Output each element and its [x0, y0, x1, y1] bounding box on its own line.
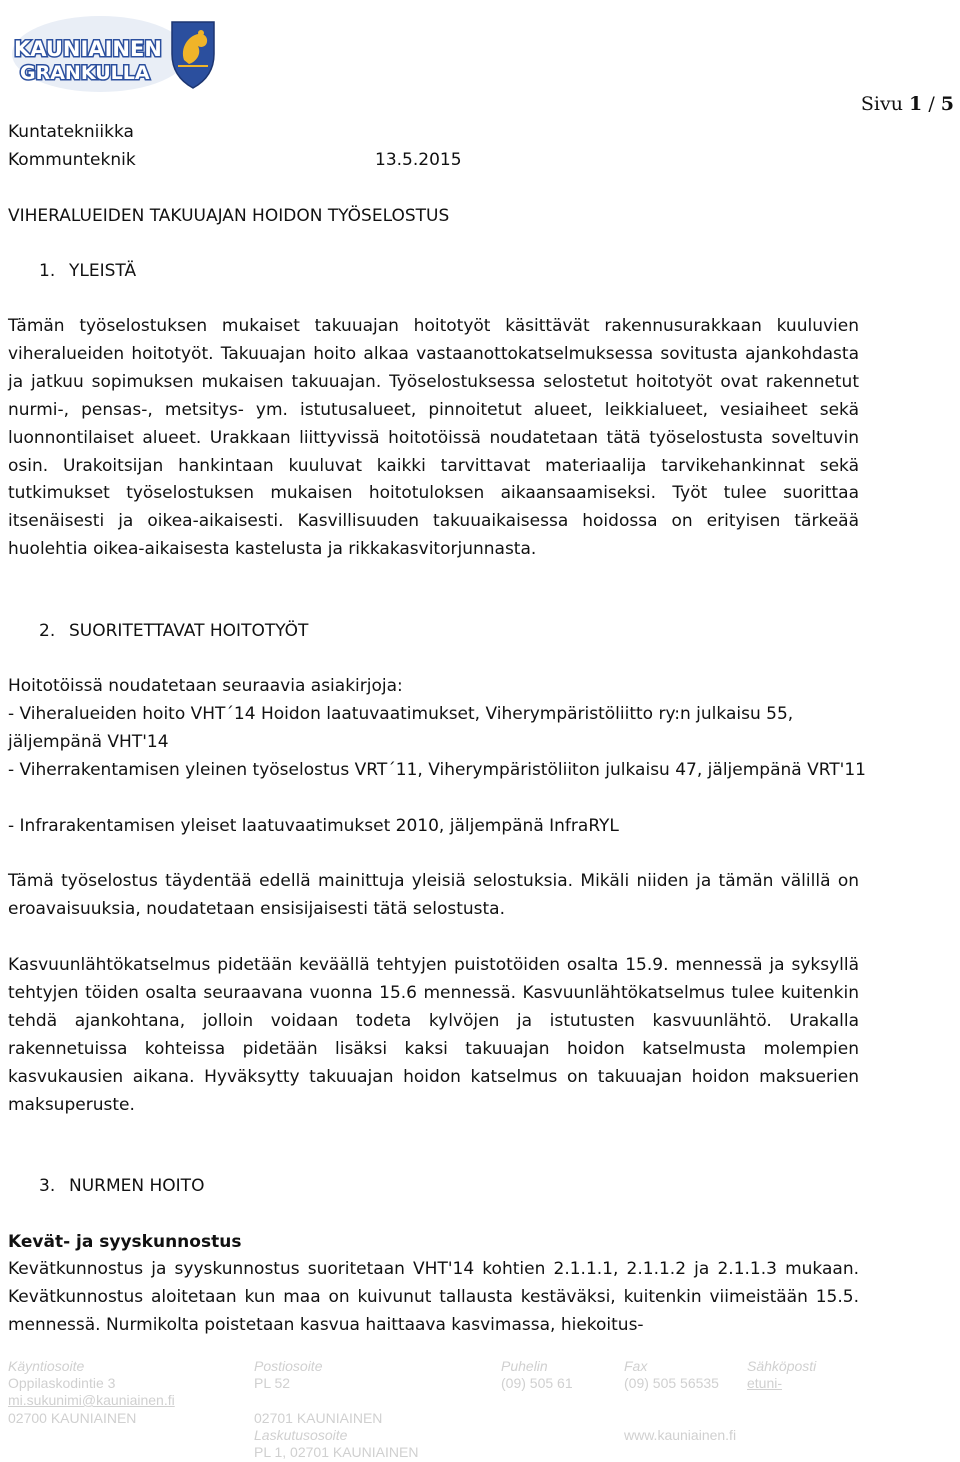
- city-logo: [8, 8, 223, 96]
- section-number: 3.: [39, 1176, 56, 1196]
- page-separator: /: [928, 93, 935, 115]
- logo-graphic: [8, 8, 223, 96]
- section-title: NURMEN HOITO: [69, 1176, 205, 1196]
- document-title: VIHERALUEIDEN TAKUUAJAN HOIDON TYÖSELOSTUS: [8, 206, 450, 226]
- billing-address: PL 1, 02701 KAUNIAINEN: [254, 1444, 419, 1460]
- website-link[interactable]: www.kauniainen.fi: [624, 1427, 737, 1443]
- paragraph-general: Tämän työselostuksen mukaiset takuuajan hoitotyöt käsittävät rakennusurakkaan kuuluvien viheralueiden hoitotyöt. Takuuajan hoito alkaa vastaanottokatselmuksessa sovitusta ajankohdasta ja jatkuu sopimuksen mukaisen takuuajan. Työselostuksessa selostetut hoitotyöt ovat rakennetut nurmi-, pensas-, metsitys- ym. istutusalueet, pinnoitetut alueet, leikkialueet, vesiaiheet sekä luonnontilaiset alueet. Urakkaan liittyvissä hoitotöissä noudatetaan tätä työselostusta soveltuvin osin. Urakoitsijan hankintaan kuuluvat kaikki tarvittavat materiaalija tarvikehankinnat sekä tutkimukset työselostuksen mukaisen hoitotuloksen aikaansaamiseksi. Työt tulee suorittaa itsenäisesti ja oikea-aikaisesti. Kasvillisuuden takuuaikaisessa hoidossa on erityisen tärkeää huolehtia oikea-aikaisesta kastelusta ja rikkakasvitorjunnasta.: [8, 316, 859, 560]
- visit-street: Oppilaskodintie 3: [8, 1375, 116, 1391]
- email-link[interactable]: mi.sukunimi@kauniainen.fi: [8, 1392, 175, 1408]
- department-sv: Kommunteknik: [8, 150, 136, 170]
- visit-city: 02700 KAUNIAINEN: [8, 1410, 137, 1426]
- document-list-item: - Viherrakentamisen yleinen työselostus VRT´11, Viherympäristöliiton julkaisu 47, jäljempänä VRT'11: [8, 760, 866, 780]
- paragraph-cleaning: Kevätkunnostus ja syyskunnostus suoritetaan VHT'14 kohtien 2.1.1.1, 2.1.1.2 ja 2.1.1.3 mukaan. Kevätkunnostus aloitetaan kun maa on kuivunut tallausta kestäväksi, kuitenkin viimeistään 15.5. mennessä. Nurmikolta poistetaan kasvua haittaava kasvimassa, hiekoitus-: [8, 1259, 859, 1335]
- subheading-cleaning: Kevät- ja syyskunnostus: [8, 1232, 242, 1252]
- paragraph-inspection: Kasvuunlähtökatselmus pidetään keväällä tehtyjen puistotöiden osalta 15.9. mennessä ja syksyllä tehtyjen töiden osalta seuraavana vuonna 15.6 mennessä. Kasvuunlähtökatselmus tulee kuitenkin tehdä ajankohtana, jolloin voidaan todeta kylvöjen ja istutusten kasvuunlähtö. Urakalla rakennetuissa kohteissa pidetään lisäksi kaksi takuuajan hoidon katselmusta molempien kasvukausien aikana. Hyväksytty takuuajan hoidon katselmus on takuuajan hoidon maksuerien maksuperuste.: [8, 955, 859, 1115]
- section-heading-3: [8, 1172, 204, 1200]
- page-footer: [0, 1356, 960, 1462]
- section-title: SUORITETTAVAT HOITOTYÖT: [69, 621, 309, 641]
- department-fi: Kuntatekniikka: [8, 122, 134, 142]
- fax-label: Fax: [624, 1358, 648, 1374]
- visit-address-label: Käyntiosoite: [8, 1358, 85, 1374]
- paragraph-supplement: Tämä työselostus täydentää edellä mainittuja yleisiä selostuksia. Mikäli niiden ja tämän välillä on eroavaisuuksia, noudatetaan ensisijaisesti tätä selostusta.: [8, 871, 859, 919]
- postal-box: PL 52: [254, 1375, 291, 1391]
- postal-city: 02701 KAUNIAINEN: [254, 1410, 383, 1426]
- coat-of-arms-icon: [172, 22, 214, 88]
- email-label: Sähköposti: [747, 1358, 817, 1374]
- page-total: 5: [940, 93, 954, 115]
- page-current: 1: [909, 93, 923, 115]
- section-title: YLEISTÄ: [69, 261, 137, 281]
- documents-intro: Hoitotöissä noudatetaan seuraavia asiakirjoja:: [8, 676, 403, 696]
- section-heading-1: [8, 257, 136, 285]
- logo-text-2: GRANKULLA: [20, 62, 150, 84]
- department-sv-row: [8, 146, 462, 174]
- phone-label: Puhelin: [501, 1358, 548, 1374]
- phone-number: (09) 505 61: [501, 1375, 573, 1391]
- logo-text-1: KAUNIAINEN: [14, 37, 162, 61]
- document-date: 13.5.2015: [375, 150, 462, 170]
- postal-address-label: Postiosoite: [254, 1358, 323, 1374]
- billing-address-label: Laskutusosoite: [254, 1427, 348, 1443]
- section-number: 1.: [39, 261, 56, 281]
- document-list-item: - Viheralueiden hoito VHT´14 Hoidon laatuvaatimukset, Viherympäristöliitto ry:n julkaisu 55, jäljempänä VHT'14: [8, 704, 794, 752]
- section-heading-2: [8, 617, 308, 645]
- page-label: Sivu: [860, 93, 903, 115]
- section-number: 2.: [39, 621, 56, 641]
- document-list-item: - Infrarakentamisen yleiset laatuvaatimukset 2010, jäljempänä InfraRYL: [8, 816, 619, 836]
- fax-number: (09) 505 56535: [624, 1375, 719, 1391]
- page-number: [861, 93, 954, 115]
- email-prefix[interactable]: etuni-: [747, 1375, 783, 1391]
